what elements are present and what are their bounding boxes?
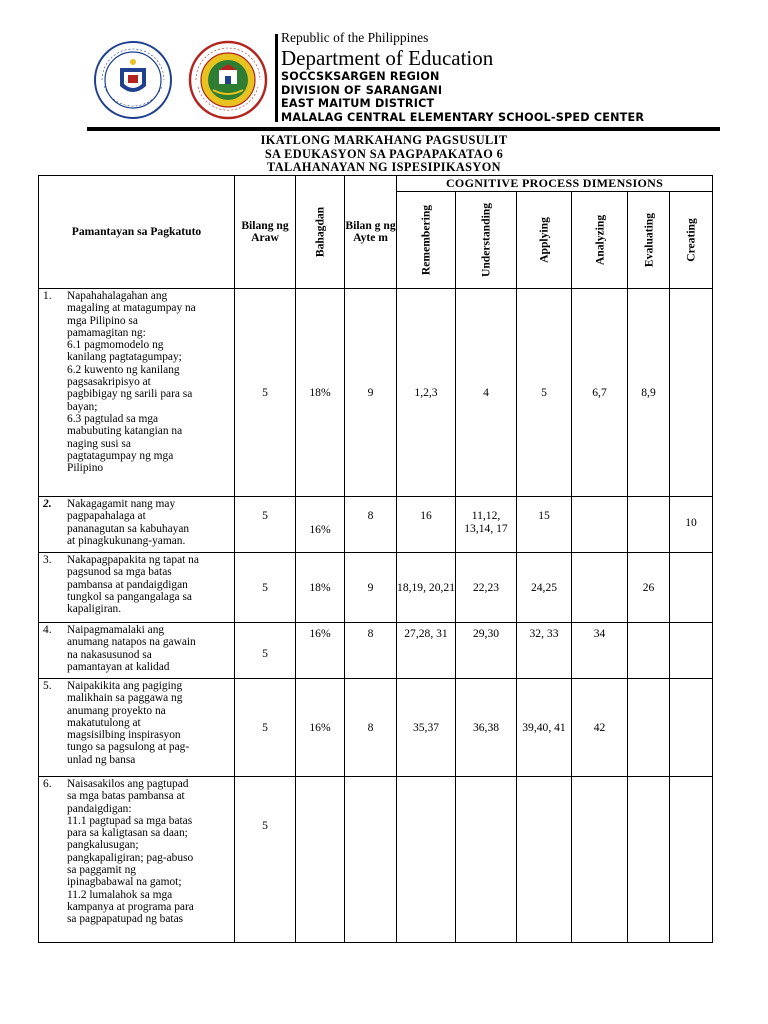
percent-cell [296,777,345,943]
competency-line: 6.2 kuwento ng kanilang [67,363,180,376]
school-text: MALALAG CENTRAL ELEMENTARY SCHOOL-SPED CENTER [281,110,645,124]
header-items: Bilan g ng Ayte m [345,176,397,289]
competency-line: pangkalusugan; [67,839,139,852]
competency-line: sa paggamit ng [67,864,136,877]
evaluating-cell: 26 [628,553,670,623]
creating-cell [670,289,713,497]
analyzing-cell [572,777,628,943]
header-applying: Applying [517,192,572,289]
analyzing-cell: 34 [572,623,628,679]
items-cell: 8 [345,497,397,553]
competency-line: pandaigdigan: [67,802,132,815]
competency-line: mga Pilipino sa [67,314,138,327]
title-line-1: IKATLONG MARKAHANG PAGSUSULIT [260,133,508,147]
competency-line: Nakapagpapakita ng tapat na [67,554,199,566]
competency-cell [39,623,235,679]
competency-number: 5. [43,680,52,692]
competency-line: pambansa at pandaigdigan [67,578,188,591]
competency-line: kapaligiran. [67,603,122,616]
items-cell [345,777,397,943]
days-cell: 5 [235,553,296,623]
competency-cell [39,497,235,553]
letterhead [281,30,644,124]
header-rule [87,127,720,131]
district-text: EAST MAITUM DISTRICT [281,97,435,110]
percent-cell: 18% [296,553,345,623]
days-cell: 5 [235,777,296,943]
competency-number: 4. [43,624,52,636]
analyzing-cell [572,553,628,623]
competency-line: ipinagbabawal na gamot; [67,876,182,889]
remembering-cell: 1,2,3 [397,289,456,497]
competency-line: magaling at matagumpay na [67,302,196,315]
days-cell: 5 [235,679,296,777]
competency-line: 6.3 pagtulad sa mga [67,412,159,425]
header-creating: Creating [670,192,713,289]
applying-cell: 24,25 [517,553,572,623]
items-cell: 9 [345,289,397,497]
competency-cell [39,679,235,777]
competency-line: magsisilbing inspirasyon [67,729,181,742]
applying-cell [517,777,572,943]
items-cell: 9 [345,553,397,623]
competency-line: pagbibigay ng sarili para sa [67,388,193,401]
department-title: Department of Education [281,46,494,70]
competency-line: na nakasusunod sa [67,648,152,661]
percent-cell: 18% [296,289,345,497]
header-days: Bilang ng Araw [235,176,296,289]
header-cognitive-dimensions: COGNITIVE PROCESS DIMENSIONS [397,176,713,192]
competency-cell [39,289,235,497]
specification-table [38,175,713,943]
evaluating-cell: 8,9 [628,289,670,497]
table-row [39,553,713,623]
remembering-cell [397,777,456,943]
table-row [39,289,713,497]
remembering-cell: 35,37 [397,679,456,777]
competency-line: malikhain sa paggawa ng [67,692,183,705]
header-competency: Pamantayan sa Pagkatuto [39,176,235,289]
evaluating-cell [628,777,670,943]
creating-cell: 10 [670,497,713,553]
competency-text [67,290,232,474]
competency-cell [39,553,235,623]
title-line-2: SA EDUKASYON SA PAGPAPAKATAO 6 [264,146,504,161]
applying-cell: 39,40, 41 [517,679,572,777]
competency-line: sa pagpapatupad ng batas [67,913,184,926]
competency-line: pagsasakripisyo at [67,376,151,389]
table-row [39,497,713,553]
competency-line: anumang natapos na gawain [67,636,196,649]
items-cell: 8 [345,679,397,777]
evaluating-cell [628,497,670,553]
header-analyzing: Analyzing [572,192,628,289]
remembering-cell: 18,19, 20,21 [397,553,456,623]
competency-line: pangkapaligiran; pag-abuso [67,851,194,864]
competency-line: bayan; [67,400,98,413]
competency-line: pananagutan sa kabuhayan [67,522,190,535]
competency-line: pamamagitan ng: [67,326,146,339]
competency-line: anumang proyekto na [67,704,166,717]
days-cell: 5 [235,289,296,497]
analyzing-cell [572,497,628,553]
competency-line: Pilipino [67,462,104,475]
percent-cell: 16% [296,623,345,679]
competency-line: pagtatagumpay ng mga [67,449,174,462]
remembering-cell: 27,28, 31 [397,623,456,679]
competency-line: kanilang pagtatagumpay; [67,351,182,364]
competency-number: 3. [43,554,52,566]
competency-line: kampanya at programa para [67,900,194,913]
applying-cell: 32, 33 [517,623,572,679]
competency-line: para sa kaligtasan sa daan; [67,827,188,840]
division-text: DIVISION OF SARANGANI [281,83,443,97]
region-text: SOCCSKSARGEN REGION [281,70,440,83]
republic-text: Republic of the Philippines [281,30,429,45]
competency-line: Naisasakilos ang pagtupad [67,778,189,790]
competency-line: sa mga batas pambansa at [67,790,185,803]
competency-number: 2. [43,498,52,510]
understanding-cell: 36,38 [456,679,517,777]
competency-line: Naipagmamalaki ang [67,624,165,636]
competency-cell [39,777,235,943]
evaluating-cell [628,679,670,777]
applying-cell: 15 [517,497,572,553]
competency-line: tungkol sa pangangalaga sa [67,590,192,603]
header-understanding: Understanding [456,192,517,289]
competency-line: Naipakikita ang pagiging [67,680,183,692]
understanding-cell: 22,23 [456,553,517,623]
competency-line: 11.1 pagtupad sa mga batas [67,814,193,827]
understanding-cell: 4 [456,289,517,497]
table-body [39,289,713,943]
competency-number: 1. [43,290,52,302]
competency-line: Napahahalagahan ang [67,290,168,302]
competency-line: pamantayan at kalidad [67,660,170,673]
creating-cell [670,623,713,679]
competency-text [67,778,232,926]
competency-text [67,624,232,673]
creating-cell [670,553,713,623]
days-cell: 5 [235,497,296,553]
competency-line: pagpapahalaga at [67,510,146,523]
competency-line: at pinagkukunang-yaman. [67,534,186,547]
competency-line: mabubuting katangian na [67,425,183,438]
creating-cell [670,679,713,777]
competency-line: tungo sa pagsulong at pag- [67,741,190,754]
understanding-cell [456,777,517,943]
division-seal-logo [183,40,273,120]
competency-line: unlad ng bansa [67,753,136,766]
competency-text [67,554,232,615]
competency-text [67,498,232,547]
competency-line: naging susi sa [67,437,131,450]
analyzing-cell: 42 [572,679,628,777]
evaluating-cell [628,623,670,679]
header-evaluating: Evaluating [628,192,670,289]
competency-line: makatutulong at [67,716,141,729]
document-title [0,134,768,175]
competency-line: Nakagagamit nang may [67,498,176,510]
items-cell: 8 [345,623,397,679]
competency-number: 6. [43,778,52,790]
header-remembering: Remembering [397,192,456,289]
competency-text [67,680,232,766]
percent-cell: 16% [296,497,345,553]
percent-cell: 16% [296,679,345,777]
competency-line: 11.2 lumalahok sa mga [67,888,173,901]
days-cell: 5 [235,623,296,679]
applying-cell: 5 [517,289,572,497]
header-divider [275,34,278,122]
table-row [39,679,713,777]
competency-line: 6.1 pagmomodelo ng [67,339,164,352]
remembering-cell: 16 [397,497,456,553]
analyzing-cell: 6,7 [572,289,628,497]
table-row [39,623,713,679]
header-percent: Bahagdan [296,176,345,289]
title-line-3: TALAHANAYAN NG ISPESIPIKASYON [267,160,501,174]
understanding-cell: 11,12, 13,14, 17 [456,497,517,553]
competency-line: pagsunod sa mga batas [67,566,172,579]
understanding-cell: 29,30 [456,623,517,679]
creating-cell [670,777,713,943]
deped-seal-logo [88,40,178,120]
table-row [39,777,713,943]
